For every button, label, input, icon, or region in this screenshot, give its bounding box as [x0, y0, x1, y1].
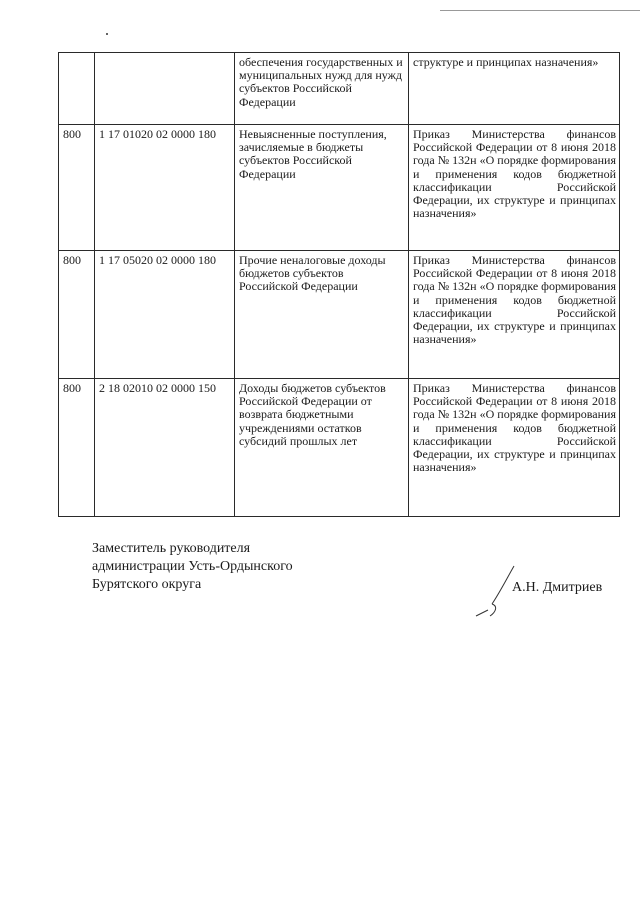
- table-body: [59, 53, 620, 517]
- table-row: [59, 379, 620, 517]
- revenue-name-cell: обеспечения государственных и муниципальных нужд для нужд субъектов Российской Федерации: [235, 53, 409, 125]
- signer-name: А.Н. Дмитриев: [512, 580, 603, 595]
- signer-position-line-2: администрации Усть-Ордынского: [92, 559, 293, 574]
- legal-basis-text: Приказ Министерства финансов Российской Федерации от 8 июня 2018 года № 132н «О порядке формирования и применения кодов бюджетной классификации Российской Федерации, их структуре и принципах назначения»: [413, 253, 616, 347]
- scan-artifact-line: [440, 10, 640, 11]
- legal-basis-text: Приказ Министерства финансов Российской Федерации от 8 июня 2018 года № 132н «О порядке формирования и применения кодов бюджетной классификации Российской Федерации, их структуре и принципах назначения»: [413, 127, 616, 221]
- legal-basis-text: Приказ Министерства финансов Российской Федерации от 8 июня 2018 года № 132н «О порядке формирования и применения кодов бюджетной классификации Российской Федерации, их структуре и принципах назначения»: [413, 381, 616, 475]
- revenue-codes-table: [58, 52, 620, 517]
- admin-code-cell: [59, 53, 95, 125]
- revenue-name-cell: Прочие неналоговые доходы бюджетов субъектов Российской Федерации: [235, 251, 409, 379]
- signer-position-line-1: Заместитель руководителя: [92, 541, 251, 556]
- signer-position-line-3: Бурятского округа: [92, 577, 202, 592]
- revenue-name-cell: Невыясненные поступления, зачисляемые в бюджеты субъектов Российской Федерации: [235, 125, 409, 251]
- admin-code-cell: 800: [59, 379, 95, 517]
- table-row: [59, 125, 620, 251]
- legal-basis-cell: [409, 251, 620, 379]
- signature-block: [92, 540, 293, 594]
- table-row: [59, 251, 620, 379]
- admin-code-cell: 800: [59, 251, 95, 379]
- admin-code-cell: 800: [59, 125, 95, 251]
- revenue-name-cell: Доходы бюджетов субъектов Российской Федерации от возврата бюджетными учреждениями остатков субсидий прошлых лет: [235, 379, 409, 517]
- legal-basis-cell: [409, 125, 620, 251]
- scan-speck: [106, 33, 108, 35]
- budget-code-cell: [95, 53, 235, 125]
- legal-basis-text: структуре и принципах назначения»: [413, 55, 599, 69]
- table-row: [59, 53, 620, 125]
- budget-code-cell: 1 17 01020 02 0000 180: [95, 125, 235, 251]
- budget-code-cell: 1 17 05020 02 0000 180: [95, 251, 235, 379]
- legal-basis-cell: [409, 53, 620, 125]
- legal-basis-cell: [409, 379, 620, 517]
- budget-code-cell: 2 18 02010 02 0000 150: [95, 379, 235, 517]
